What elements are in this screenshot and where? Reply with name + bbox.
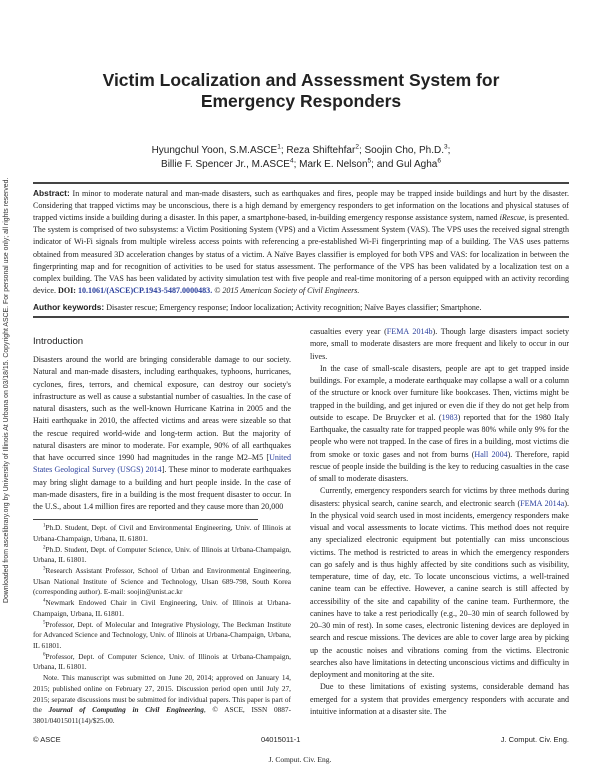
footnote-text: Newmark Endowed Chair in Civil Engineering, Univ. of Illinois at Urbana-Champaign, Urbana, IL 61801. [33,598,291,618]
citation-link[interactable]: FEMA 2014b [386,327,433,337]
footnote-text: Ph.D. Student, Dept. of Computer Science, Univ. of Illinois at Urbana-Champaign, Urbana, IL 61801. [33,544,291,565]
section-heading: Introduction [33,336,84,348]
body-text: ). In the physical void search used in most incidents, emergency responders make visual and vocal assessments to locate victims. This method does not require any specialized electronic equipment but potentially can miss unconscious victims. The method is restricted to areas in which the emergency responders can go safely and is thus highly affected by site conditions such as visibility, temperature, time of day, etc. To locate unconscious victims, a well-trained canine team can be effective. However, a canine search is still affected by accessibility of the site and capability of the canine team. Furthermore, the canines have to take a rest periodically (e.g., 20–30 min of search followed by 20–30 min of rest). In some cases, electronic listening devices are deployed in search and rescue missions. The devices are able to cover large area by picking up the acoustic noises and vibrations coming from the victims. Electronic searches also have limitations in detecting unconscious victims and difficulty in deployment and monitoring at the site. [310,498,570,680]
right-column [310,326,569,718]
footnote-marker: 5 [43,620,46,626]
author-name: Mark E. Nelson [299,159,368,170]
download-notice: Downloaded from ascelibrary.org by University of Illinois At Urbana on 03/18/15. Copyright ASCE. For personal use only; all rights reserved. [3,177,10,603]
note-text: , © ASCE, ISSN 0887-3801/04015011(14)/$25.00. [33,705,291,725]
body-text: ). Therefore, rapid rescue of people inside the building is the key to reducing casualties in the case of small to moderate disasters. [310,449,569,484]
footnote-marker: 2 [43,545,46,551]
footnote [33,523,291,544]
author-name: Soojin Cho, Ph.D. [364,145,445,156]
footnote-marker: 3 [43,566,46,572]
title-line: Emergency Responders [200,91,402,111]
citation-link[interactable]: FEMA 2014a [520,498,565,508]
doi-label: DOI: [58,286,76,296]
footnote-divider [33,519,258,520]
paragraph [33,354,291,513]
footnote-marker: 6 [43,652,46,658]
footnote [33,620,291,652]
title-line: Victim Localization and Assessment System for [102,70,500,90]
footnote [33,566,291,598]
page-footer [33,735,569,745]
page-number: 04015011-1 [260,734,301,744]
affiliation-marker: 2 [355,143,359,151]
footnote-marker: 4 [43,598,46,604]
author-name: Hyungchul Yoon, S.M.ASCE [151,145,278,156]
footnote-marker: 1 [43,523,46,529]
left-column-wrapper [33,326,291,727]
affiliation-marker: 1 [277,143,281,151]
author-name: Billie F. Spencer Jr., M.ASCE [161,159,290,170]
paragraph [310,363,569,486]
divider [33,182,569,184]
body-text: ]. These minor to moderate earthquakes may bring slight damage to a building and hurt people inside. In the case of man-made disasters, fire in a building is the most frequent disaster to occur. In the U.S., about 1.4 million fires are reported and they cause more than 20,000 [33,465,291,512]
body-columns [33,326,569,727]
body-text: Disasters around the world are bringing considerable damage to our society. Natural and man-made disasters, including earthquakes, typhoons, hurricanes, cyclones, fires, terrors, and chemical exposure, can destroy our society's infrastructure as well as cause a substantial number of casualties. In the case of natural disasters, such as the well-known Hurricane Katrina in 2005 and the Haiti earthquake in 2010, the affected victims and areas were sizeable so that the rescue required world-wide and long-term action. But the majority of natural disasters are minor to moderate. For example, 90% of all earthquakes that have occurred since 1990 had magnitudes in the range M2–M5 [ [33,355,291,463]
paper-title [43,70,559,112]
body-text: Due to these limitations of existing systems, considerable demand has emerged for a system that provides emergency responders with accurate and intuitive information at a disaster site. The [310,682,569,716]
left-column [33,354,291,513]
paragraph [310,326,569,363]
journal-name: Journal of Computing in Civil Engineering [48,705,204,715]
footnote-text: Professor, Dept. of Computer Science, Univ. of Illinois at Urbana-Champaign, Urbana, IL 61801. [33,651,291,672]
footer-journal: J. Comput. Civ. Eng. [500,734,569,744]
citation-link[interactable]: Hall 2004 [474,449,508,459]
affiliation-marker: 5 [367,157,372,165]
system-name: iRescue [499,213,525,222]
footnote [33,652,291,673]
footnote-text: Professor, Dept. of Molecular and Integrative Physiology, The Beckman Institute for Advanced Science and Technology, Univ. of Illinois at Urbana-Champaign, Urbana, IL 61801. [33,619,291,650]
keywords [33,301,569,314]
citation-link[interactable]: United States Geological Survey (USGS) 2014 [33,453,291,475]
copyright: © 2015 American Society of Civil Engineers. [214,286,360,296]
abstract-text: In minor to moderate natural and man-made disasters, such as earthquakes and fires, people may be trapped inside buildings and hurt by the disaster. Considering that trapped victims may be unconscious, there is a high demand by emergency responders to get information on the locations and physical statuses of trapped victims inside a building during a disaster. In this paper, a smartphone-based, in-building emergency response assistance system, named [33,188,569,222]
keywords-text: Disaster rescue; Emergency response; Indoor localization; Activity recognition; Naïve Bayes classifier; Smartphone. [104,303,482,313]
author-line [33,158,569,172]
author-name: Reza Shiftehfar [286,145,356,156]
footnote-text: Ph.D. Student, Dept. of Civil and Environmental Engineering, Univ. of Illinois at Urbana-Champaign, Urbana, IL 61801. [33,523,291,543]
footnote [33,598,291,619]
separator: ; [293,159,300,170]
body-text: casualties every year ( [310,327,387,337]
author-name: Gul Agha [396,159,438,170]
abstract-label: Abstract: [33,187,70,198]
author-line [33,144,569,158]
divider [33,316,569,318]
running-footer: J. Comput. Civ. Eng. [268,754,332,764]
note-text: Note. This manuscript was submitted on June 20, 2014; approved on January 14, 2015; published online on February 27, 2015. Discussion period open until July 27, 2015; separate discussions must be submitted for individual papers. This paper is part of the [33,673,291,715]
separator: ; [280,145,287,156]
separator: ; [358,145,365,156]
paragraph [310,485,569,681]
separator: ; and [371,159,397,170]
body-text: ). Though large disasters impact society more, small to moderate disasters are more frequent and likely to occur in our lives. [310,327,569,361]
footer-publisher: © ASCE [33,734,61,744]
paragraph [310,681,569,718]
separator: ; [447,145,451,156]
body-text: ) reported that for the 1980 Italy Earthquake, the casualty rate for trapped people was 80% while only 9% for the people who were not trapped. In the case of fires in a building, most victims die from smoke or toxic gases and not from burns ( [310,412,569,459]
footnote [33,545,291,566]
manuscript-note [33,673,291,727]
affiliation-marker: 3 [444,143,448,151]
affiliation-marker: 4 [289,157,294,165]
footnotes [33,523,291,726]
footnote-text: Research Assistant Professor, School of Urban and Environmental Engineering, Ulsan National Institute of Science and Technology, Ulsan 689-798, South Korea (corresponding author). E-mail: soojin@unist.ac.kr [33,566,291,597]
abstract-text: , is presented. The system is comprised of two subsystems: a Victim Positioning System (VPS) and a Victim Assessment System (VAS). The VPS uses the received signal strength indicator of Wi-Fi signals from multiple wireless access points with referencing a pre-established Wi-Fi fingerprinting map of a building. The VAS uses patterns obtained from measured 3D acceleration changes by status of a victim. A Naïve Bayes classifier is employed for both VPS and VAS: for localization in between the fingerprinting map and for recognition of activities to be used for status assessment. The performance of the VPS has been validated by a localization test on a complex building. The VAS has been validated by activity simulation test with five people and real-time monitoring of a person equipped with an activity recording device. [33,213,570,296]
body-text: In the case of small-scale disasters, people are apt to get trapped inside buildings. For example, a moderate earthquake may collapse a wall or a column of the structure or knock over furniture like bookcases. Then, victims might be trapped in the building, and get injured or even die if they do not get help from outside to escape. De Bruycker et al. ( [310,363,569,422]
author-list [33,144,569,172]
doi-link[interactable]: 10.1061/(ASCE)CP.1943-5487.0000483. [77,286,213,296]
right-column-wrapper [310,326,569,718]
abstract [33,187,569,298]
body-text: Currently, emergency responders search for victims by three methods during disasters: physical search, canine search, and electronic search ( [310,486,569,508]
citation-link[interactable]: 1983 [441,412,458,422]
keywords-label: Author keywords: [33,302,105,313]
affiliation-marker: 6 [437,157,441,165]
